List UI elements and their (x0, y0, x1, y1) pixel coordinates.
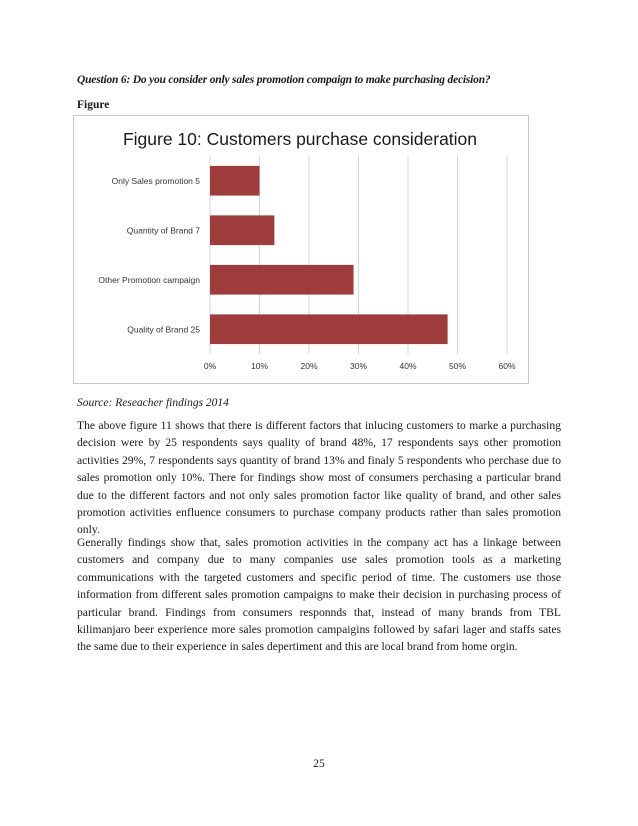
bar-chart (73, 115, 529, 384)
bars (210, 166, 448, 344)
paragraph-2: Generally findings show that, sales promotion activities in the company act has a linkage between customers and company due to many companies use sales promotion tools as a marketing communications with the targeted customers and specific period of time. The customers use those information from different sales promotion campaigns to make their decision in purchasing process of particular brand. Findings from consumers responnds that, instead of many brands from TBL kilimanjaro beer experience more sales promotion campaigins followed by safari lager and staffs sates the same due to their experience in sales depertiment and this are local brand from home orgin. (77, 536, 561, 654)
bar (210, 215, 274, 245)
figure-label: Figure (77, 99, 110, 111)
bar (210, 265, 354, 295)
chart-title: Figure 10: Customers purchase consideration (122, 129, 478, 149)
category-labels (98, 176, 200, 335)
figure-source: Source: Reseacher findings 2014 (77, 397, 229, 409)
paragraph-1: The above figure 11 shows that there is different factors that inlucing customers to marke a purchasing decision were by 25 respondents says quality of brand 48%, 17 respondents says other promotion activities 29%, 7 respondents says quantity of brand 13% and finaly 5 respondents who perchase due to sales promotion only 10%. There for findings show most of consumers perchasing a particular brand due to the different factors and not only sales promotion factor like quality of brand, and other sales promotion activities enfluence consumers to purchase company products rather than sales promotion only. (77, 419, 561, 537)
question-heading: Question 6: Do you consider only sales promotion compaign to make purchasing decision? (77, 74, 491, 86)
category-label: Only Sales promotion 5 (111, 175, 200, 186)
chart-svg (74, 116, 530, 385)
bar (210, 166, 260, 196)
x-tick-label: 30% (349, 361, 368, 371)
x-tick-labels (204, 361, 516, 371)
category-label: Quantity of Brand 7 (126, 225, 200, 236)
x-tick-label: 20% (300, 361, 318, 371)
bar (210, 314, 448, 344)
category-label: Other Promotion campaign (98, 274, 200, 285)
x-tick-label: 50% (448, 361, 467, 371)
page-number: 25 (313, 758, 325, 770)
category-label: Quality of Brand 25 (127, 324, 200, 335)
x-tick-label: 40% (399, 361, 417, 371)
x-tick-label: 10% (250, 361, 269, 371)
x-tick-label: 0% (203, 361, 217, 371)
x-tick-label: 60% (498, 361, 516, 371)
